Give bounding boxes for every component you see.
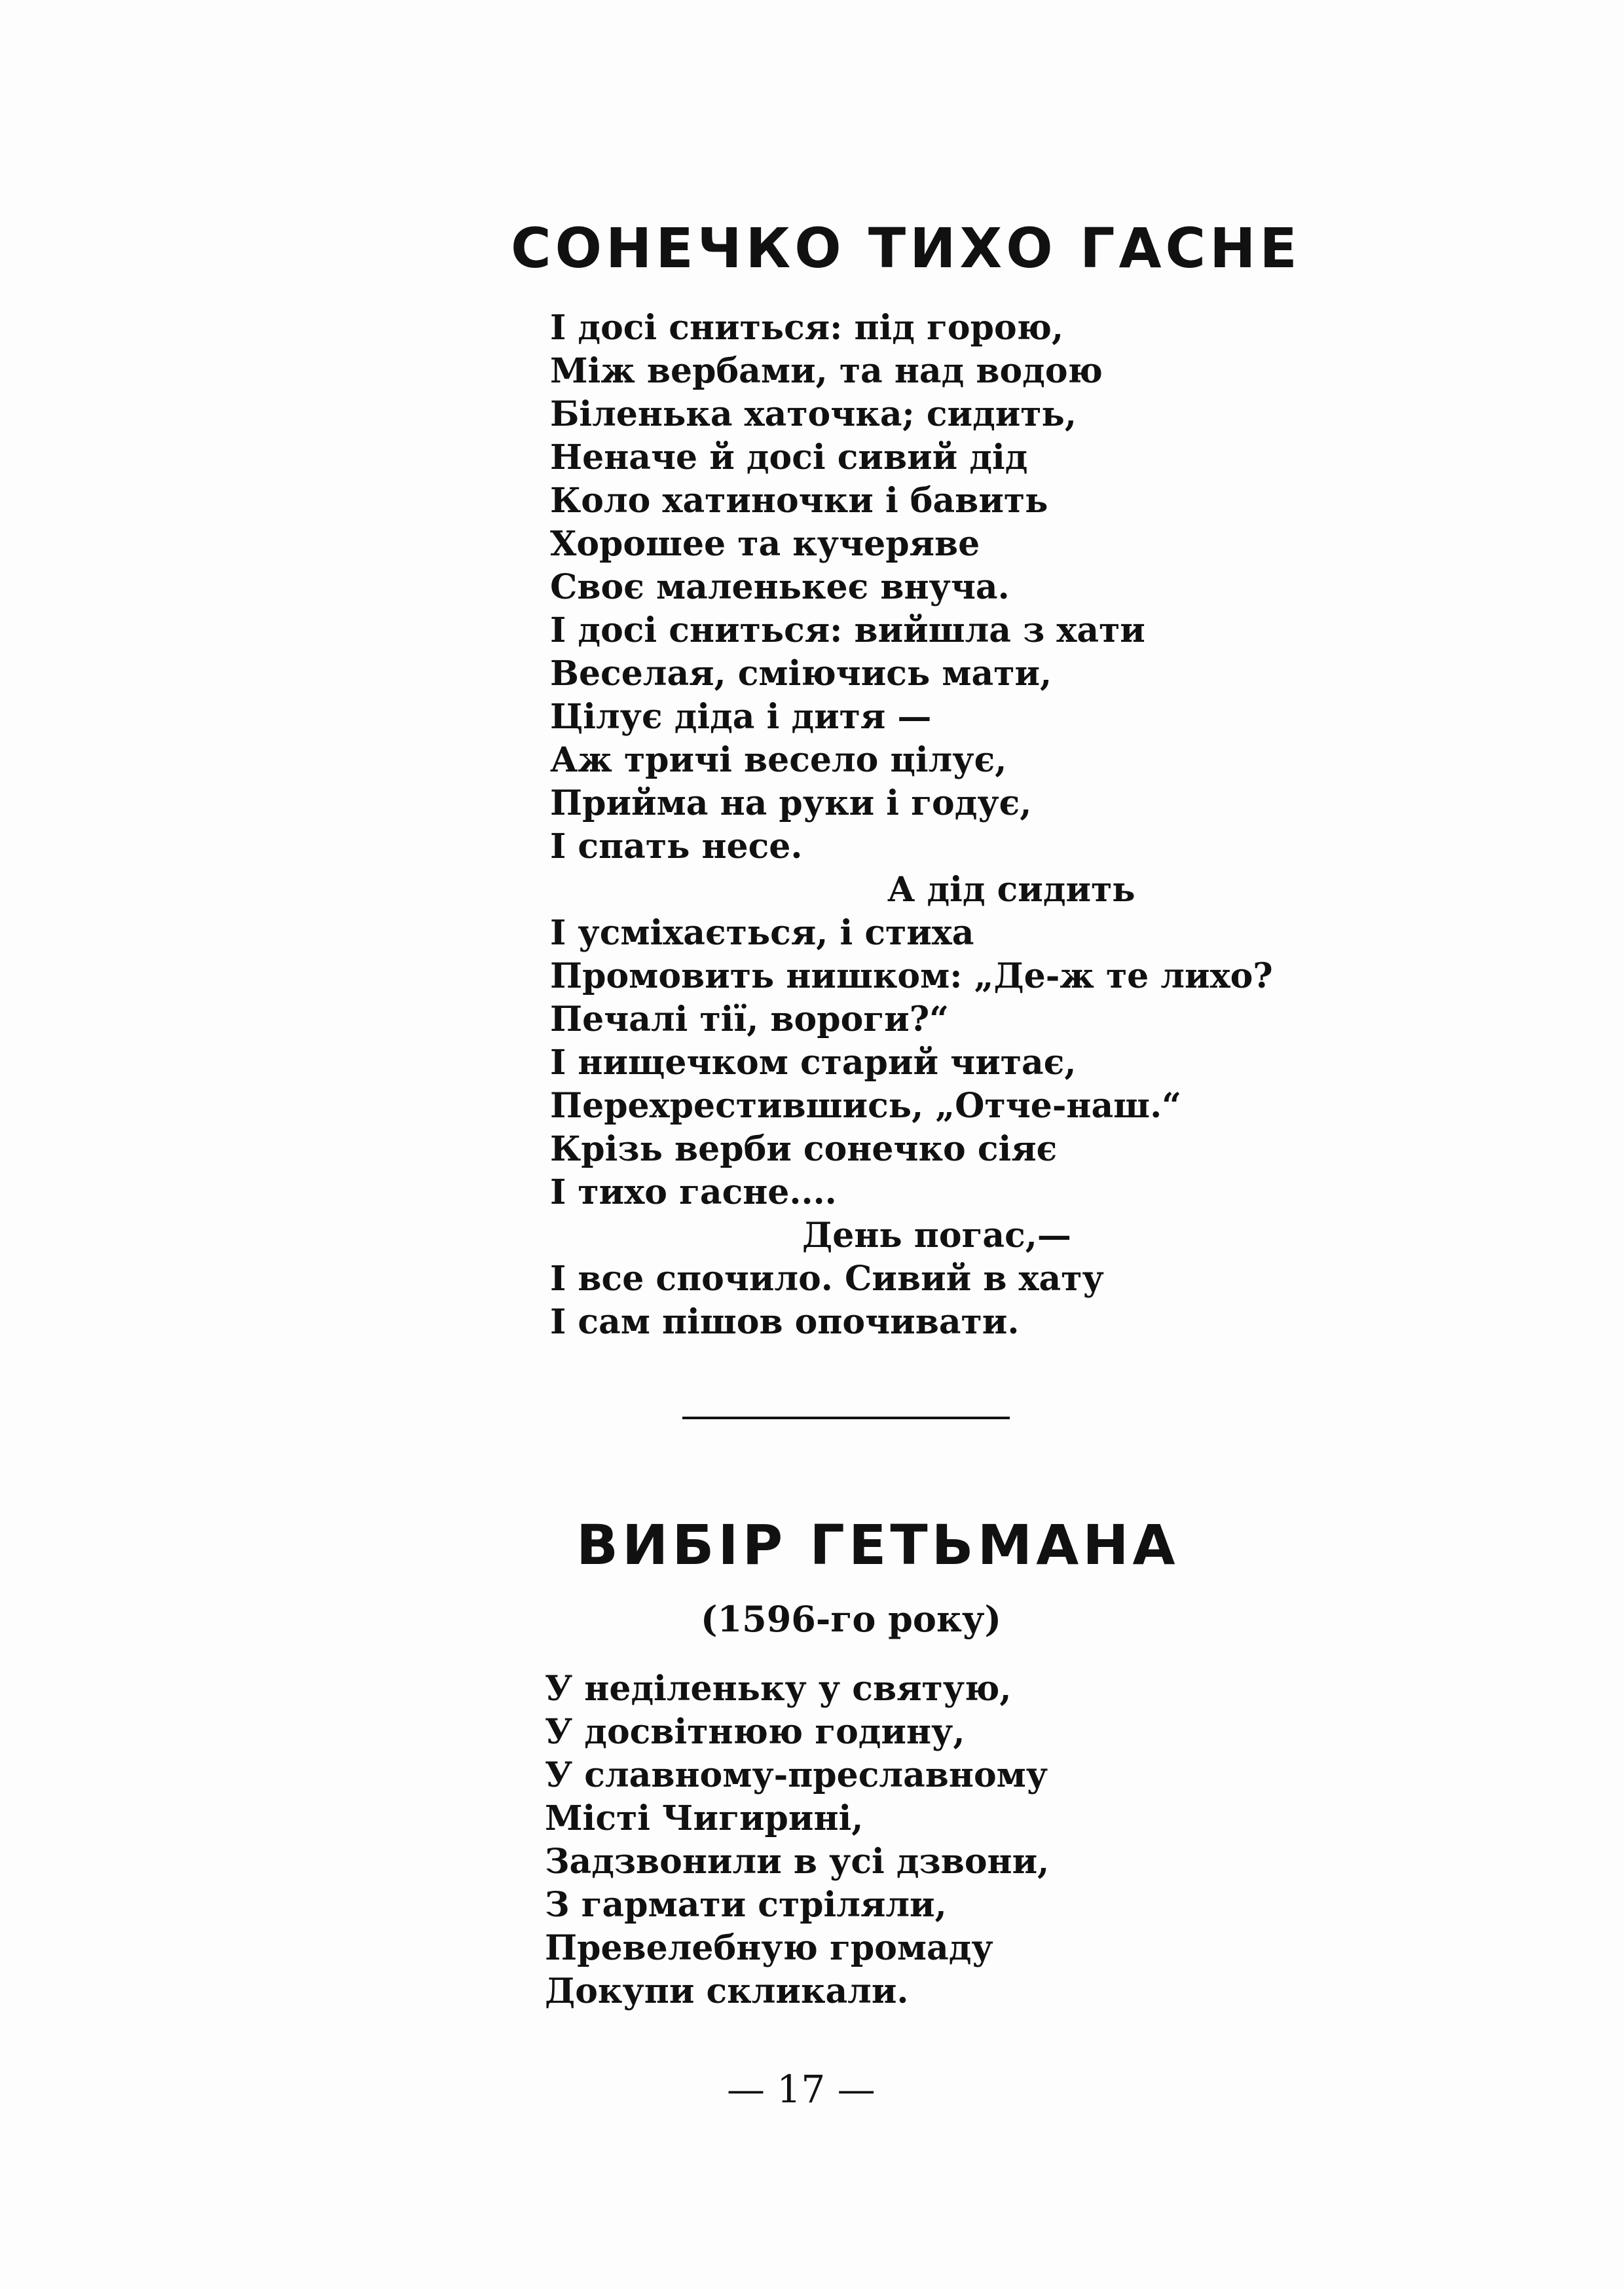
- poem-line: Превелебную громаду: [545, 1928, 993, 1968]
- poem-line: Докупи скликали.: [545, 1971, 909, 2011]
- poem-line: І досі сниться: вийшла з хати: [550, 610, 1145, 650]
- poem-title-sonechko: СОНЕЧКО ТИХО ГАСНЕ: [511, 216, 1301, 280]
- poem-line: Задзвонили в усі дзвони,: [545, 1842, 1050, 1882]
- poem-line: Аж тричі весело цілує,: [550, 740, 1007, 780]
- poem-line: З гармати стріляли,: [545, 1885, 947, 1925]
- poem-line: Своє маленькеє внуча.: [550, 567, 1010, 607]
- poem-line: У славному-преславному: [545, 1755, 1048, 1795]
- poem-line: І тихо гасне....: [550, 1172, 837, 1212]
- poem-line: І спать несе.: [550, 827, 803, 866]
- poem-line: У неділеньку у святую,: [545, 1669, 1012, 1709]
- poem-line: І сам пішов опочивати.: [550, 1302, 1020, 1342]
- poem-subtitle-year: (1596-го року): [701, 1598, 1002, 1640]
- section-divider: [682, 1417, 1010, 1419]
- poem-title-vybir-hetmana: ВИБІР ГЕТЬМАНА: [576, 1513, 1179, 1577]
- poem-line: Промовить нишком: „Де-ж те лихо?: [550, 956, 1273, 996]
- poem-line: Цілує діда і дитя —: [550, 697, 932, 737]
- poem-line: Крізь верби сонечко сіяє: [550, 1129, 1058, 1169]
- poem-line: Неначе й досі сивий дід: [550, 437, 1028, 477]
- poem-line: І все спочило. Сивий в хату: [550, 1259, 1104, 1299]
- poem-line: Хорошее та кучеряве: [550, 524, 980, 564]
- poem-line: У досвітнюю годину,: [545, 1712, 965, 1752]
- poem-line: Між вербами, та над водою: [550, 351, 1103, 391]
- poem-line: Біленька хаточка; сидить,: [550, 394, 1077, 434]
- poem-line: Печалі тії, вороги?“: [550, 999, 950, 1039]
- poem-line-indented: День погас,—: [802, 1216, 1071, 1256]
- poem-body-sonechko: [550, 307, 1273, 1344]
- poem-line: І досі сниться: під горою,: [550, 308, 1064, 348]
- poem-line: І нищечком старий читає,: [550, 1043, 1077, 1083]
- poem-line: Місті Чигирині,: [545, 1798, 864, 1838]
- poem-line: Перехрестившись, „Отче-наш.“: [550, 1086, 1182, 1126]
- poem-body-vybir-hetmana: [545, 1667, 1049, 2013]
- page-number: — 17 —: [727, 2067, 876, 2112]
- poem-line: Коло хатиночки і бавить: [550, 481, 1048, 521]
- poem-line: Прийма на руки і годує,: [550, 783, 1032, 823]
- poem-line: І усміхається, і стиха: [550, 913, 974, 953]
- poem-line: Веселая, сміючись мати,: [550, 654, 1052, 694]
- poem-line-indented: А дід сидить: [887, 870, 1135, 910]
